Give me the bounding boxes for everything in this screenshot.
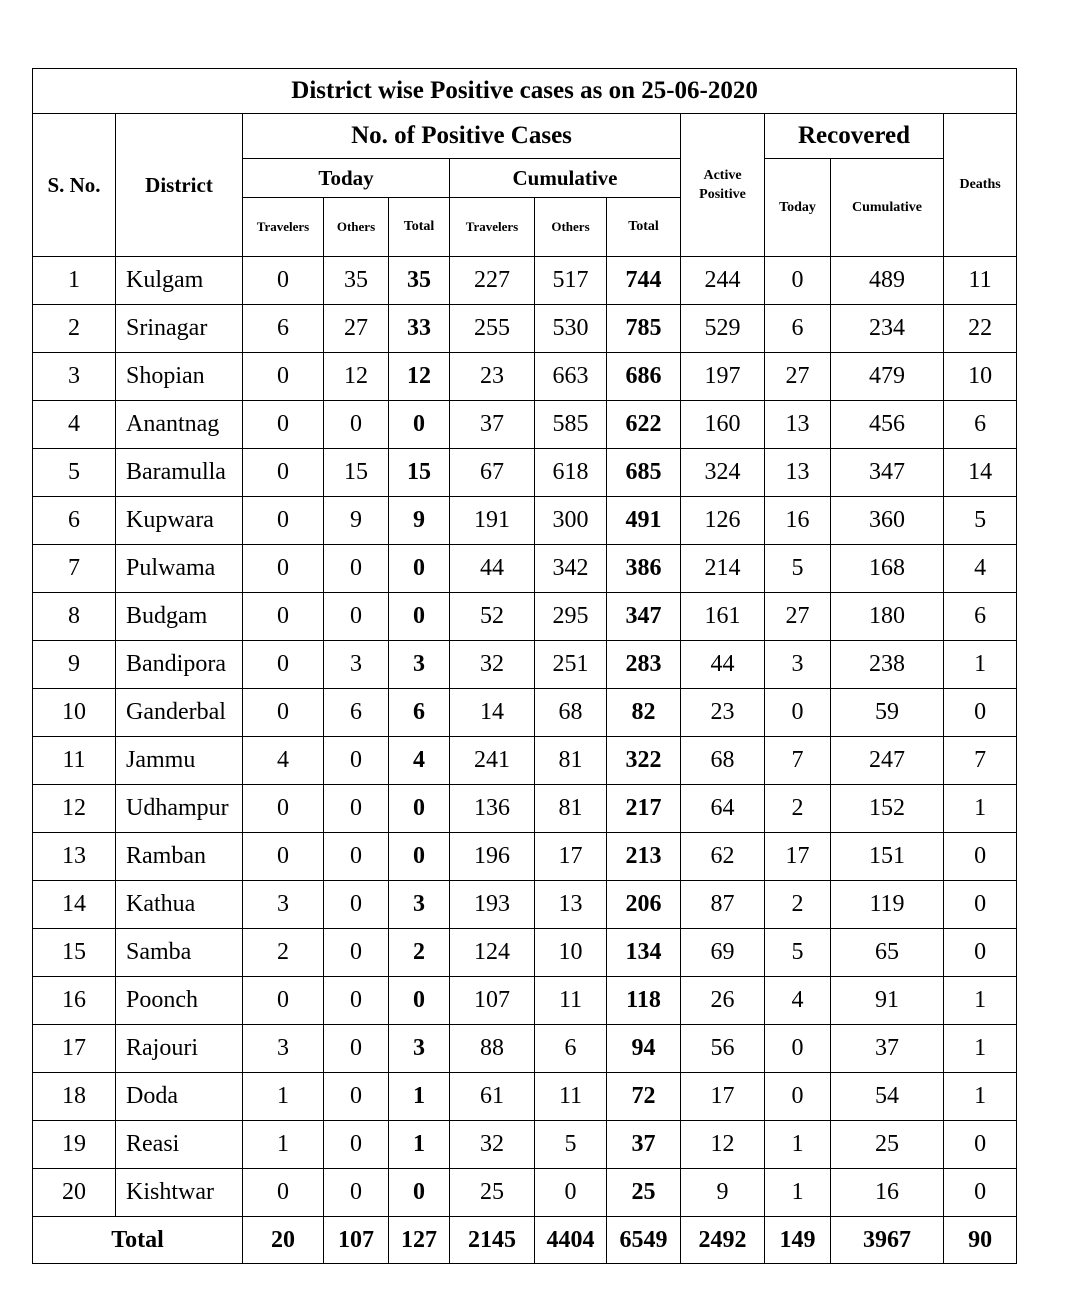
header-cumulative: Cumulative xyxy=(450,159,681,198)
total-cumulative-others: 4404 xyxy=(535,1217,607,1264)
cell-district: Jammu xyxy=(116,737,243,785)
table-row xyxy=(33,401,1017,449)
cell-today-total: 33 xyxy=(389,305,450,353)
table-row xyxy=(33,833,1017,881)
cell-deaths: 4 xyxy=(944,545,1017,593)
cell-cumulative-total: 72 xyxy=(607,1073,681,1121)
table-row xyxy=(33,1169,1017,1217)
total-active-positive: 2492 xyxy=(681,1217,765,1264)
cell-cumulative-total: 283 xyxy=(607,641,681,689)
cell-cumulative-total: 82 xyxy=(607,689,681,737)
cell-active-positive: 64 xyxy=(681,785,765,833)
cell-today-travelers: 2 xyxy=(243,929,324,977)
cell-cumulative-others: 0 xyxy=(535,1169,607,1217)
cell-active-positive: 44 xyxy=(681,641,765,689)
cell-cumulative-travelers: 37 xyxy=(450,401,535,449)
header-today: Today xyxy=(243,159,450,198)
cell-today-others: 12 xyxy=(324,353,389,401)
cell-district: Udhampur xyxy=(116,785,243,833)
header-recovered-today: Today xyxy=(765,159,831,257)
cell-cumulative-others: 585 xyxy=(535,401,607,449)
cell-today-total: 9 xyxy=(389,497,450,545)
cell-today-total: 0 xyxy=(389,545,450,593)
cell-today-others: 0 xyxy=(324,401,389,449)
cell-recovered-cumulative: 16 xyxy=(831,1169,944,1217)
cell-sno: 2 xyxy=(33,305,116,353)
cell-sno: 20 xyxy=(33,1169,116,1217)
cell-cumulative-travelers: 255 xyxy=(450,305,535,353)
table-row xyxy=(33,449,1017,497)
cell-cumulative-total: 622 xyxy=(607,401,681,449)
cell-cumulative-travelers: 227 xyxy=(450,257,535,305)
header-district: District xyxy=(116,114,243,257)
cell-deaths: 1 xyxy=(944,785,1017,833)
cell-cumulative-total: 686 xyxy=(607,353,681,401)
cell-today-others: 0 xyxy=(324,785,389,833)
cell-today-travelers: 1 xyxy=(243,1121,324,1169)
cell-today-others: 6 xyxy=(324,689,389,737)
cell-district: Ganderbal xyxy=(116,689,243,737)
cell-district: Srinagar xyxy=(116,305,243,353)
cell-district: Pulwama xyxy=(116,545,243,593)
cell-cumulative-others: 663 xyxy=(535,353,607,401)
cell-today-total: 0 xyxy=(389,833,450,881)
cell-today-others: 0 xyxy=(324,1121,389,1169)
cell-recovered-cumulative: 25 xyxy=(831,1121,944,1169)
total-cumulative-travelers: 2145 xyxy=(450,1217,535,1264)
total-today-others: 107 xyxy=(324,1217,389,1264)
cell-sno: 11 xyxy=(33,737,116,785)
table-row xyxy=(33,977,1017,1025)
cell-deaths: 22 xyxy=(944,305,1017,353)
cell-active-positive: 69 xyxy=(681,929,765,977)
cell-today-travelers: 0 xyxy=(243,353,324,401)
cell-cumulative-travelers: 23 xyxy=(450,353,535,401)
cell-cumulative-travelers: 32 xyxy=(450,1121,535,1169)
header-sno: S. No. xyxy=(33,114,116,257)
cell-cumulative-travelers: 107 xyxy=(450,977,535,1025)
table-row xyxy=(33,929,1017,977)
cell-recovered-today: 17 xyxy=(765,833,831,881)
cell-recovered-cumulative: 360 xyxy=(831,497,944,545)
cell-active-positive: 9 xyxy=(681,1169,765,1217)
cell-recovered-cumulative: 91 xyxy=(831,977,944,1025)
total-deaths: 90 xyxy=(944,1217,1017,1264)
title-row xyxy=(33,69,1017,114)
cell-recovered-cumulative: 59 xyxy=(831,689,944,737)
cell-recovered-today: 0 xyxy=(765,1073,831,1121)
cell-recovered-cumulative: 152 xyxy=(831,785,944,833)
cell-active-positive: 161 xyxy=(681,593,765,641)
cell-deaths: 6 xyxy=(944,593,1017,641)
table-row xyxy=(33,545,1017,593)
cell-cumulative-travelers: 124 xyxy=(450,929,535,977)
cell-recovered-today: 13 xyxy=(765,401,831,449)
cell-deaths: 0 xyxy=(944,1169,1017,1217)
cell-sno: 16 xyxy=(33,977,116,1025)
cell-cumulative-total: 347 xyxy=(607,593,681,641)
cell-sno: 6 xyxy=(33,497,116,545)
cell-district: Ramban xyxy=(116,833,243,881)
cell-deaths: 6 xyxy=(944,401,1017,449)
header-deaths: Deaths xyxy=(944,114,1017,257)
table-title: District wise Positive cases as on 25-06-2020 xyxy=(33,69,1017,114)
cell-cumulative-total: 25 xyxy=(607,1169,681,1217)
cell-cumulative-others: 251 xyxy=(535,641,607,689)
cell-today-travelers: 0 xyxy=(243,401,324,449)
cell-cumulative-others: 618 xyxy=(535,449,607,497)
cell-recovered-today: 2 xyxy=(765,785,831,833)
cell-recovered-cumulative: 180 xyxy=(831,593,944,641)
table-row xyxy=(33,497,1017,545)
header-positive-cases: No. of Positive Cases xyxy=(243,114,681,159)
cell-active-positive: 244 xyxy=(681,257,765,305)
cell-district: Kupwara xyxy=(116,497,243,545)
cell-district: Kathua xyxy=(116,881,243,929)
cell-sno: 5 xyxy=(33,449,116,497)
cell-today-travelers: 0 xyxy=(243,641,324,689)
cell-recovered-today: 0 xyxy=(765,689,831,737)
cell-today-others: 35 xyxy=(324,257,389,305)
cell-cumulative-travelers: 136 xyxy=(450,785,535,833)
cell-cumulative-travelers: 196 xyxy=(450,833,535,881)
cell-active-positive: 87 xyxy=(681,881,765,929)
cell-recovered-today: 5 xyxy=(765,545,831,593)
cell-recovered-cumulative: 479 xyxy=(831,353,944,401)
cell-sno: 1 xyxy=(33,257,116,305)
cell-recovered-today: 2 xyxy=(765,881,831,929)
cell-today-total: 2 xyxy=(389,929,450,977)
cell-cumulative-travelers: 191 xyxy=(450,497,535,545)
cell-sno: 13 xyxy=(33,833,116,881)
cell-today-total: 15 xyxy=(389,449,450,497)
cell-deaths: 0 xyxy=(944,689,1017,737)
cell-today-total: 1 xyxy=(389,1073,450,1121)
table-row xyxy=(33,353,1017,401)
cell-today-travelers: 0 xyxy=(243,785,324,833)
cell-recovered-cumulative: 65 xyxy=(831,929,944,977)
cell-cumulative-total: 134 xyxy=(607,929,681,977)
table-row xyxy=(33,785,1017,833)
cell-district: Baramulla xyxy=(116,449,243,497)
cell-sno: 19 xyxy=(33,1121,116,1169)
cell-active-positive: 324 xyxy=(681,449,765,497)
cell-active-positive: 160 xyxy=(681,401,765,449)
table-row xyxy=(33,593,1017,641)
cell-cumulative-travelers: 193 xyxy=(450,881,535,929)
header-today-total: Total xyxy=(389,198,450,257)
cell-sno: 8 xyxy=(33,593,116,641)
cell-recovered-today: 4 xyxy=(765,977,831,1025)
header-cumulative-total: Total xyxy=(607,198,681,257)
cell-deaths: 1 xyxy=(944,1073,1017,1121)
cell-deaths: 0 xyxy=(944,1121,1017,1169)
cell-today-travelers: 0 xyxy=(243,833,324,881)
cell-recovered-cumulative: 151 xyxy=(831,833,944,881)
cell-cumulative-total: 785 xyxy=(607,305,681,353)
total-recovered-cumulative: 3967 xyxy=(831,1217,944,1264)
cell-today-others: 0 xyxy=(324,737,389,785)
total-cumulative-total: 6549 xyxy=(607,1217,681,1264)
total-recovered-today: 149 xyxy=(765,1217,831,1264)
cell-deaths: 11 xyxy=(944,257,1017,305)
cell-cumulative-travelers: 67 xyxy=(450,449,535,497)
cell-recovered-today: 13 xyxy=(765,449,831,497)
cell-sno: 7 xyxy=(33,545,116,593)
cell-district: Doda xyxy=(116,1073,243,1121)
cell-today-others: 0 xyxy=(324,545,389,593)
cell-cumulative-total: 386 xyxy=(607,545,681,593)
cell-sno: 12 xyxy=(33,785,116,833)
cell-district: Anantnag xyxy=(116,401,243,449)
cell-sno: 10 xyxy=(33,689,116,737)
cell-today-total: 0 xyxy=(389,977,450,1025)
cell-recovered-today: 7 xyxy=(765,737,831,785)
cell-recovered-today: 1 xyxy=(765,1121,831,1169)
table-row xyxy=(33,641,1017,689)
cell-sno: 15 xyxy=(33,929,116,977)
cell-cumulative-others: 295 xyxy=(535,593,607,641)
cell-cumulative-total: 206 xyxy=(607,881,681,929)
cell-active-positive: 23 xyxy=(681,689,765,737)
cell-cumulative-others: 517 xyxy=(535,257,607,305)
table-row xyxy=(33,305,1017,353)
cell-cumulative-others: 11 xyxy=(535,1073,607,1121)
cell-cumulative-total: 744 xyxy=(607,257,681,305)
cell-cumulative-others: 11 xyxy=(535,977,607,1025)
cell-district: Budgam xyxy=(116,593,243,641)
cell-cumulative-travelers: 14 xyxy=(450,689,535,737)
table-row xyxy=(33,881,1017,929)
cell-deaths: 10 xyxy=(944,353,1017,401)
header-recovered: Recovered xyxy=(765,114,944,159)
cell-today-total: 35 xyxy=(389,257,450,305)
cell-cumulative-travelers: 32 xyxy=(450,641,535,689)
total-today-travelers: 20 xyxy=(243,1217,324,1264)
cell-deaths: 0 xyxy=(944,881,1017,929)
cell-sno: 3 xyxy=(33,353,116,401)
cell-cumulative-total: 37 xyxy=(607,1121,681,1169)
cell-active-positive: 197 xyxy=(681,353,765,401)
cell-cumulative-others: 342 xyxy=(535,545,607,593)
cell-today-others: 0 xyxy=(324,977,389,1025)
cell-recovered-cumulative: 234 xyxy=(831,305,944,353)
cell-today-travelers: 0 xyxy=(243,977,324,1025)
header-recovered-cumulative: Cumulative xyxy=(831,159,944,257)
cell-deaths: 0 xyxy=(944,833,1017,881)
cell-district: Rajouri xyxy=(116,1025,243,1073)
cell-district: Kishtwar xyxy=(116,1169,243,1217)
cell-district: Shopian xyxy=(116,353,243,401)
header-row-1 xyxy=(33,114,1017,159)
cell-cumulative-travelers: 88 xyxy=(450,1025,535,1073)
cell-cumulative-total: 685 xyxy=(607,449,681,497)
cell-cumulative-total: 322 xyxy=(607,737,681,785)
cell-today-travelers: 0 xyxy=(243,497,324,545)
cell-active-positive: 56 xyxy=(681,1025,765,1073)
cell-today-others: 27 xyxy=(324,305,389,353)
table-row xyxy=(33,257,1017,305)
cell-cumulative-others: 13 xyxy=(535,881,607,929)
cell-today-others: 9 xyxy=(324,497,389,545)
cell-today-travelers: 4 xyxy=(243,737,324,785)
cell-deaths: 1 xyxy=(944,977,1017,1025)
table-row xyxy=(33,737,1017,785)
cell-today-travelers: 6 xyxy=(243,305,324,353)
cell-active-positive: 68 xyxy=(681,737,765,785)
table-row xyxy=(33,1073,1017,1121)
header-active-positive: Active Positive xyxy=(681,114,765,257)
cell-recovered-today: 27 xyxy=(765,353,831,401)
cell-cumulative-travelers: 61 xyxy=(450,1073,535,1121)
cell-cumulative-others: 81 xyxy=(535,737,607,785)
cell-recovered-cumulative: 247 xyxy=(831,737,944,785)
cell-recovered-today: 3 xyxy=(765,641,831,689)
total-label: Total xyxy=(33,1217,243,1264)
cell-active-positive: 26 xyxy=(681,977,765,1025)
cell-cumulative-others: 530 xyxy=(535,305,607,353)
cell-today-others: 0 xyxy=(324,833,389,881)
cell-today-travelers: 0 xyxy=(243,545,324,593)
cell-today-others: 15 xyxy=(324,449,389,497)
cell-today-travelers: 1 xyxy=(243,1073,324,1121)
cell-sno: 17 xyxy=(33,1025,116,1073)
cell-active-positive: 17 xyxy=(681,1073,765,1121)
cell-today-total: 0 xyxy=(389,593,450,641)
cell-active-positive: 529 xyxy=(681,305,765,353)
cell-recovered-cumulative: 37 xyxy=(831,1025,944,1073)
table-row xyxy=(33,1121,1017,1169)
cell-today-others: 0 xyxy=(324,1169,389,1217)
cell-recovered-today: 16 xyxy=(765,497,831,545)
cell-active-positive: 12 xyxy=(681,1121,765,1169)
cell-cumulative-others: 81 xyxy=(535,785,607,833)
cell-deaths: 0 xyxy=(944,929,1017,977)
total-today-total: 127 xyxy=(389,1217,450,1264)
cell-district: Poonch xyxy=(116,977,243,1025)
cell-cumulative-others: 68 xyxy=(535,689,607,737)
cell-deaths: 1 xyxy=(944,641,1017,689)
cell-today-total: 1 xyxy=(389,1121,450,1169)
cell-sno: 4 xyxy=(33,401,116,449)
cell-recovered-cumulative: 456 xyxy=(831,401,944,449)
cell-cumulative-others: 10 xyxy=(535,929,607,977)
cell-today-travelers: 0 xyxy=(243,449,324,497)
header-cumulative-others: Others xyxy=(535,198,607,257)
cell-cumulative-others: 17 xyxy=(535,833,607,881)
cell-today-total: 3 xyxy=(389,641,450,689)
cell-recovered-today: 0 xyxy=(765,1025,831,1073)
cell-district: Samba xyxy=(116,929,243,977)
cell-recovered-today: 27 xyxy=(765,593,831,641)
cell-today-total: 6 xyxy=(389,689,450,737)
cell-today-total: 0 xyxy=(389,401,450,449)
cell-cumulative-travelers: 25 xyxy=(450,1169,535,1217)
district-cases-table xyxy=(32,68,1017,1264)
cell-recovered-cumulative: 489 xyxy=(831,257,944,305)
header-cumulative-travelers: Travelers xyxy=(450,198,535,257)
cell-deaths: 5 xyxy=(944,497,1017,545)
cell-today-total: 3 xyxy=(389,1025,450,1073)
cell-recovered-cumulative: 238 xyxy=(831,641,944,689)
cell-cumulative-total: 491 xyxy=(607,497,681,545)
cell-today-travelers: 3 xyxy=(243,881,324,929)
cell-recovered-cumulative: 119 xyxy=(831,881,944,929)
cell-recovered-today: 1 xyxy=(765,1169,831,1217)
cell-deaths: 7 xyxy=(944,737,1017,785)
cell-cumulative-others: 5 xyxy=(535,1121,607,1169)
cell-district: Kulgam xyxy=(116,257,243,305)
cell-cumulative-travelers: 241 xyxy=(450,737,535,785)
cell-today-others: 0 xyxy=(324,1025,389,1073)
cell-recovered-cumulative: 347 xyxy=(831,449,944,497)
cell-recovered-today: 5 xyxy=(765,929,831,977)
cell-today-others: 3 xyxy=(324,641,389,689)
cell-cumulative-total: 118 xyxy=(607,977,681,1025)
cell-today-travelers: 0 xyxy=(243,257,324,305)
header-today-travelers: Travelers xyxy=(243,198,324,257)
cell-active-positive: 126 xyxy=(681,497,765,545)
header-today-others: Others xyxy=(324,198,389,257)
cell-cumulative-total: 213 xyxy=(607,833,681,881)
cell-today-travelers: 0 xyxy=(243,1169,324,1217)
cell-cumulative-total: 94 xyxy=(607,1025,681,1073)
total-row xyxy=(33,1217,1017,1264)
cell-today-total: 3 xyxy=(389,881,450,929)
cell-today-travelers: 0 xyxy=(243,593,324,641)
cell-today-total: 12 xyxy=(389,353,450,401)
cell-recovered-today: 6 xyxy=(765,305,831,353)
cell-today-others: 0 xyxy=(324,881,389,929)
cell-today-total: 0 xyxy=(389,1169,450,1217)
table-row xyxy=(33,1025,1017,1073)
cell-cumulative-others: 300 xyxy=(535,497,607,545)
cell-district: Reasi xyxy=(116,1121,243,1169)
cell-cumulative-others: 6 xyxy=(535,1025,607,1073)
cell-today-total: 4 xyxy=(389,737,450,785)
cell-today-travelers: 3 xyxy=(243,1025,324,1073)
cell-today-travelers: 0 xyxy=(243,689,324,737)
cell-active-positive: 214 xyxy=(681,545,765,593)
cell-deaths: 14 xyxy=(944,449,1017,497)
cell-sno: 18 xyxy=(33,1073,116,1121)
cell-recovered-cumulative: 54 xyxy=(831,1073,944,1121)
cell-cumulative-travelers: 44 xyxy=(450,545,535,593)
cell-recovered-cumulative: 168 xyxy=(831,545,944,593)
cell-today-others: 0 xyxy=(324,593,389,641)
cell-sno: 9 xyxy=(33,641,116,689)
cell-active-positive: 62 xyxy=(681,833,765,881)
cell-cumulative-total: 217 xyxy=(607,785,681,833)
cell-today-others: 0 xyxy=(324,1073,389,1121)
cell-cumulative-travelers: 52 xyxy=(450,593,535,641)
cell-recovered-today: 0 xyxy=(765,257,831,305)
table-row xyxy=(33,689,1017,737)
cell-today-others: 0 xyxy=(324,929,389,977)
cell-today-total: 0 xyxy=(389,785,450,833)
cell-district: Bandipora xyxy=(116,641,243,689)
cell-sno: 14 xyxy=(33,881,116,929)
cell-deaths: 1 xyxy=(944,1025,1017,1073)
